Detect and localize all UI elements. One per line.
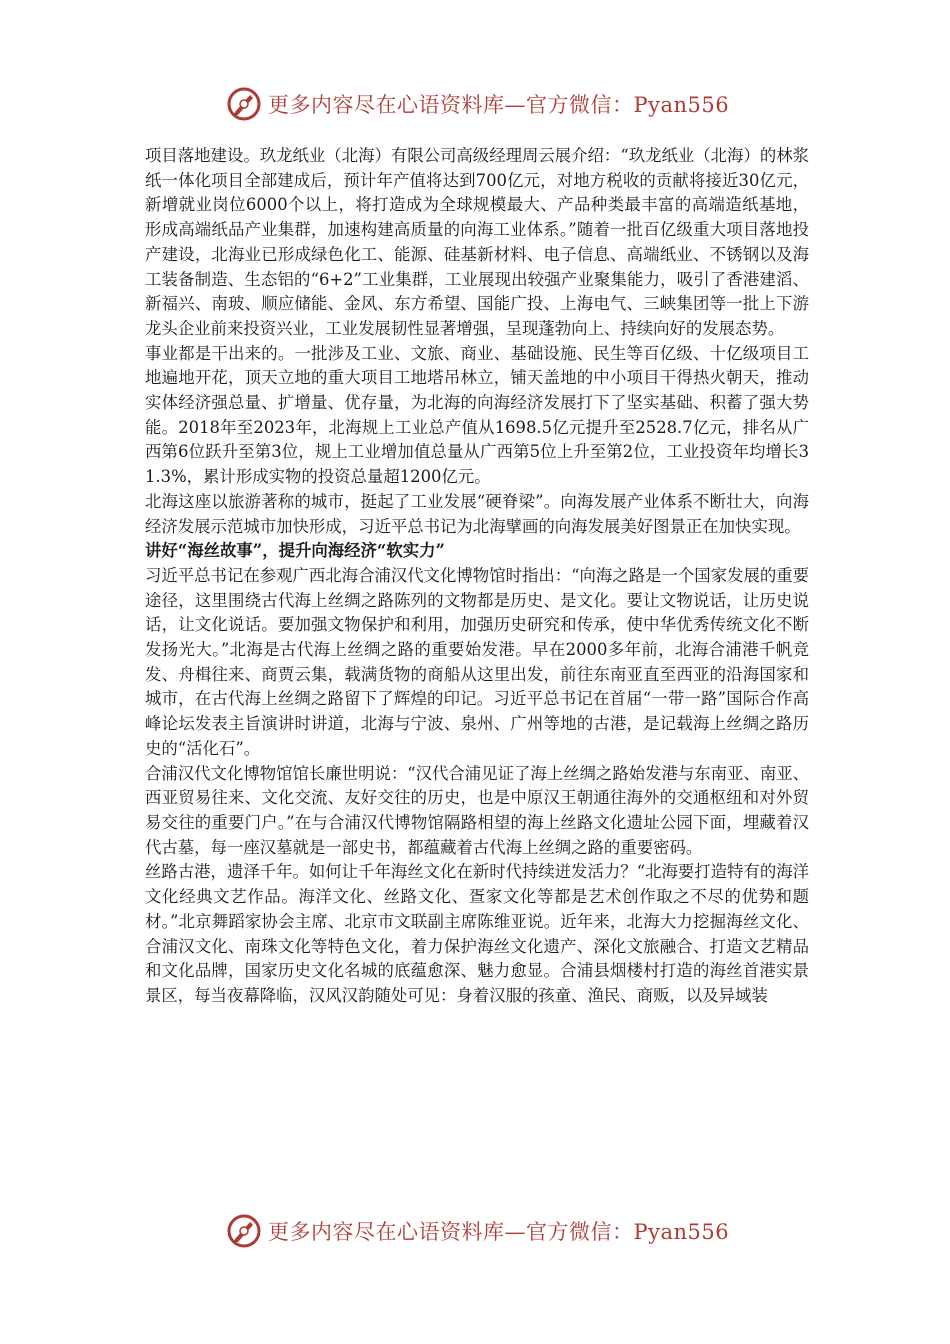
section-heading: 讲好“海丝故事”，提升向海经济“软实力” xyxy=(145,541,445,561)
article-body xyxy=(145,144,809,1009)
header-banner-text: 更多内容尽在心语资料库—官方微信：Pyan556 xyxy=(268,93,730,117)
article-paragraph-2: 事业都是干出来的。一批涉及工业、文旅、商业、基础设施、民生等百亿级、十亿级项目工地遍地开花，顶天立地的重大项目工地塔吊林立，铺天盖地的中小项目干得热火朝天，推动实体经济强总量、扩增量、优存量，为北海的向海经济发展打下了坚实基础、积蓄了强大势能。2018年至2023年，北海规上工业总产值从1698.5亿元提升至2528.7亿元，排名从广西第6位跃升至第3位，规上工业增加值总量从广西第5位上升至第2位，工业投资年均增长31.3%，累计形成实物的投资总量超1200亿元。 xyxy=(145,343,809,487)
article-paragraph-5: 合浦汉代文化博物馆馆长廉世明说：“汉代合浦见证了海上丝绸之路始发港与东南亚、南亚、西亚贸易往来、文化交流、友好交往的历史，也是中原汉王朝通往海外的交通枢纽和对外贸易交往的重要门户。”在与合浦汉代博物馆隔路相望的海上丝路文化遗址公园下面，埋藏着汉代古墓，每一座汉墓就是一部史书，都蕴藏着古代海上丝绸之路的重要密码。 xyxy=(145,763,810,857)
article-paragraph-1: 项目落地建设。玖龙纸业（北海）有限公司高级经理周云展介绍：“玖龙纸业（北海）的林浆纸一体化项目全部建成后，预计年产值将达到700亿元，对地方税收的贡献将接近30亿元，新增就业岗位6000个以上，将打造成为全球规模最大、产品种类最丰富的高端造纸基地，形成高端纸品产业集群，加速构建高质量的向海工业体系。”随着一批百亿级重大项目落地投产建设，北海业已形成绿色化工、能源、硅基新材料、电子信息、高端纸业、不锈钢以及海工装备制造、生态铝的“6+2”工业集群，工业展现出较强产业聚集能力，吸引了香港建滔、新福兴、南玻、顺应储能、金风、东方希望、国能广投、上海电气、三峡集团等一批上下游龙头企业前来投资兴业，工业发展韧性显著增强，呈现蓬勃向上、持续向好的发展态势。 xyxy=(145,146,810,338)
article-paragraph-3: 北海这座以旅游著称的城市，挺起了工业发展“硬脊梁”。向海发展产业体系不断壮大，向海经济发展示范城市加快形成，习近平总书记为北海擘画的向海发展美好图景正在加快实现。 xyxy=(145,491,809,536)
footer-banner xyxy=(226,1211,729,1251)
header-banner xyxy=(226,84,729,124)
brand-logo-icon xyxy=(226,1213,262,1249)
brand-logo-icon xyxy=(226,86,262,122)
footer-banner-text: 更多内容尽在心语资料库—官方微信：Pyan556 xyxy=(268,1220,730,1244)
article-paragraph-4: 习近平总书记在参观广西北海合浦汉代文化博物馆时指出：“向海之路是一个国家发展的重要途径，这里围绕古代海上丝绸之路陈列的文物都是历史、是文化。要让文物说话，让历史说话，让文化说话。要加强文物保护和利用，加强历史研究和传承，使中华优秀传统文化不断发扬光大。”北海是古代海上丝绸之路的重要始发港。早在2000多年前，北海合浦港千帆竞发、舟楫往来、商贾云集，载满货物的商船从这里出发，前往东南亚直至西亚的沿海国家和城市，在古代海上丝绸之路留下了辉煌的印记。习近平总书记在首届“一带一路”国际合作高峰论坛发表主旨演讲时讲道，北海与宁波、泉州、广州等地的古港，是记载海上丝绸之路历史的“活化石”。 xyxy=(145,565,810,758)
article-paragraph-6: 丝路古港，遗泽千年。如何让千年海丝文化在新时代持续迸发活力？“北海要打造特有的海洋文化经典文艺作品。海洋文化、丝路文化、疍家文化等都是艺术创作取之不尽的优势和题材。”北京舞蹈家协会主席、北京市文联副主席陈维亚说。近年来，北海大力挖掘海丝文化、合浦汉文化、南珠文化等特色文化，着力保护海丝文化遗产、深化文旅融合、打造文艺精品和文化品牌，国家历史文化名城的底蕴愈深、魅力愈显。合浦县烟楼村打造的海丝首港实景景区，每当夜幕降临，汉风汉韵随处可见：身着汉服的孩童、渔民、商贩，以及异域装 xyxy=(145,862,810,1005)
